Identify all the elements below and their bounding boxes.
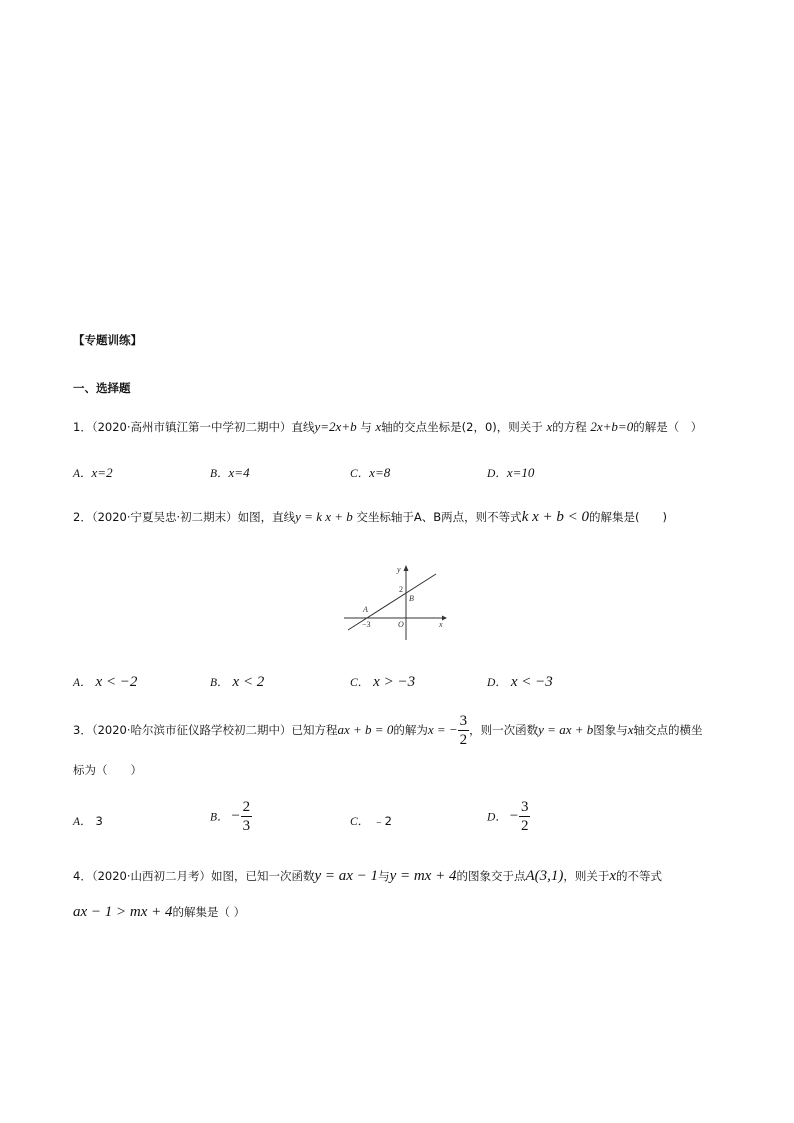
option-letter: C．: [350, 816, 370, 828]
q2-graph: [340, 560, 450, 642]
q2-mid: 交坐标轴于A、B两点，则不等式: [356, 510, 522, 524]
q1-option-a[interactable]: [73, 465, 113, 481]
section-title: 一、选择题: [73, 381, 131, 395]
q3-equation-2: y = ax + b: [538, 722, 594, 737]
q4-mid1: 与: [378, 869, 390, 883]
q2-option-c[interactable]: [350, 674, 415, 691]
q3-option-a[interactable]: [73, 813, 103, 829]
q4-line2: [73, 904, 245, 921]
q3-mid3: 图象与: [593, 723, 628, 737]
fraction-numerator: 2: [242, 799, 251, 815]
fraction-numerator: 3: [520, 799, 529, 815]
option-letter: A．: [73, 816, 92, 828]
q4-line2-suffix: 的解集是（ ）: [172, 905, 246, 919]
option-text: x < 2: [232, 674, 265, 690]
q1-option-b[interactable]: [210, 465, 250, 481]
q3-prefix: 3．（2020·哈尔滨市征仪路学校初二期中）已知方程: [73, 723, 338, 737]
q4-equation-2: y = mx + 4: [389, 868, 457, 884]
option-letter: C．: [350, 677, 370, 689]
q1-option-c[interactable]: [350, 465, 390, 481]
option-text: x=8: [369, 465, 391, 480]
option-letter: C．: [350, 468, 370, 480]
q3-mid1: 的解为: [393, 723, 428, 737]
q3-x-equals: x = −: [427, 722, 458, 737]
x-label: x: [439, 620, 443, 629]
option-letter: D．: [487, 811, 507, 824]
q3-option-c[interactable]: [350, 813, 392, 829]
option-text: x=4: [228, 465, 250, 480]
question-2: [73, 509, 667, 526]
q4-inequality: ax − 1 > mx + 4: [73, 904, 173, 920]
q3-fraction: [458, 712, 470, 749]
option-text: x < −2: [95, 674, 138, 690]
point-a-label: A: [363, 605, 368, 614]
q4-var: x: [609, 868, 617, 884]
q1-var-2: x: [546, 419, 553, 434]
point-b-label: B: [409, 594, 414, 603]
x-axis-arrow: [442, 616, 447, 621]
q2-option-d[interactable]: [487, 674, 553, 691]
q1-equation: y=2x+b: [314, 419, 357, 434]
q4-prefix: 4．（2020·山西初二月考）如图，已知一次函数: [73, 869, 315, 883]
q3-option-d[interactable]: [487, 798, 530, 835]
question-3: [73, 712, 703, 749]
q3-mid2: ，则一次函数: [469, 723, 539, 737]
q1-mid1: 与: [360, 420, 372, 434]
y-axis-arrow: [404, 565, 409, 571]
q4-mid2: 的图象交于点: [456, 869, 526, 883]
option-letter: B．: [210, 677, 229, 689]
x-tick-label: −3: [362, 620, 371, 629]
question-1: [73, 419, 702, 435]
option-letter: A．: [73, 677, 92, 689]
topic-header: 【专题训练】: [73, 333, 142, 347]
y-label: y: [397, 565, 401, 574]
option-letter: B．: [210, 468, 229, 480]
option-letter: D．: [487, 468, 507, 480]
option-letter: A．: [73, 468, 92, 480]
option-text: x=2: [91, 465, 113, 480]
q4-equation-1: y = ax − 1: [314, 868, 379, 884]
q3-equation: ax + b = 0: [337, 722, 394, 737]
fraction-denominator: 2: [520, 818, 529, 834]
fraction-denominator: 3: [242, 818, 251, 834]
q2-suffix: 的解集是( ): [589, 510, 667, 524]
option-text: x=10: [506, 465, 535, 480]
option-text: ﹣2: [373, 814, 392, 828]
fraction-numerator: 3: [459, 713, 468, 729]
q1-prefix: 1．（2020·高州市镇江第一中学初二期中）直线: [73, 420, 315, 434]
option-text: −: [508, 808, 519, 824]
q2-inequality: k x + b < 0: [521, 509, 589, 525]
option-text: x < −3: [510, 674, 553, 690]
q2-option-a[interactable]: [73, 674, 137, 691]
q1-var: x: [375, 419, 382, 434]
q1-mid3: 的方程: [552, 420, 587, 434]
q3-option-b[interactable]: [210, 798, 252, 835]
option-letter: B．: [210, 811, 229, 824]
option-fraction: [519, 798, 531, 835]
option-text: 3: [95, 814, 103, 828]
origin-label: O: [398, 620, 404, 629]
q1-equation-2: 2x+b=0: [590, 419, 634, 434]
q4-suffix: 的不等式: [616, 869, 663, 883]
q2-equation: y = k x + b: [295, 509, 353, 524]
question-4: [73, 868, 662, 885]
q4-point: A(3,1): [525, 868, 564, 884]
q3-var: x: [627, 722, 634, 737]
option-fraction: [241, 798, 253, 835]
q3-suffix: 轴交点的横坐: [633, 723, 703, 737]
q4-mid3: ，则关于: [563, 869, 610, 883]
option-text: −: [230, 808, 241, 824]
q1-option-d[interactable]: [487, 465, 534, 481]
option-letter: D．: [487, 677, 507, 689]
q2-prefix: 2．（2020·宁夏吴忠·初二期末）如图，直线: [73, 510, 296, 524]
y-tick-label: 2: [399, 585, 403, 594]
q1-mid2: 轴的交点坐标是(2，0)，则关于: [381, 420, 543, 434]
option-text: x > −3: [373, 674, 416, 690]
q2-option-b[interactable]: [210, 674, 264, 691]
q3-line2: 标为（ ）: [73, 763, 142, 777]
fraction-denominator: 2: [459, 732, 468, 748]
q1-suffix: 的解是（ ）: [633, 420, 703, 434]
